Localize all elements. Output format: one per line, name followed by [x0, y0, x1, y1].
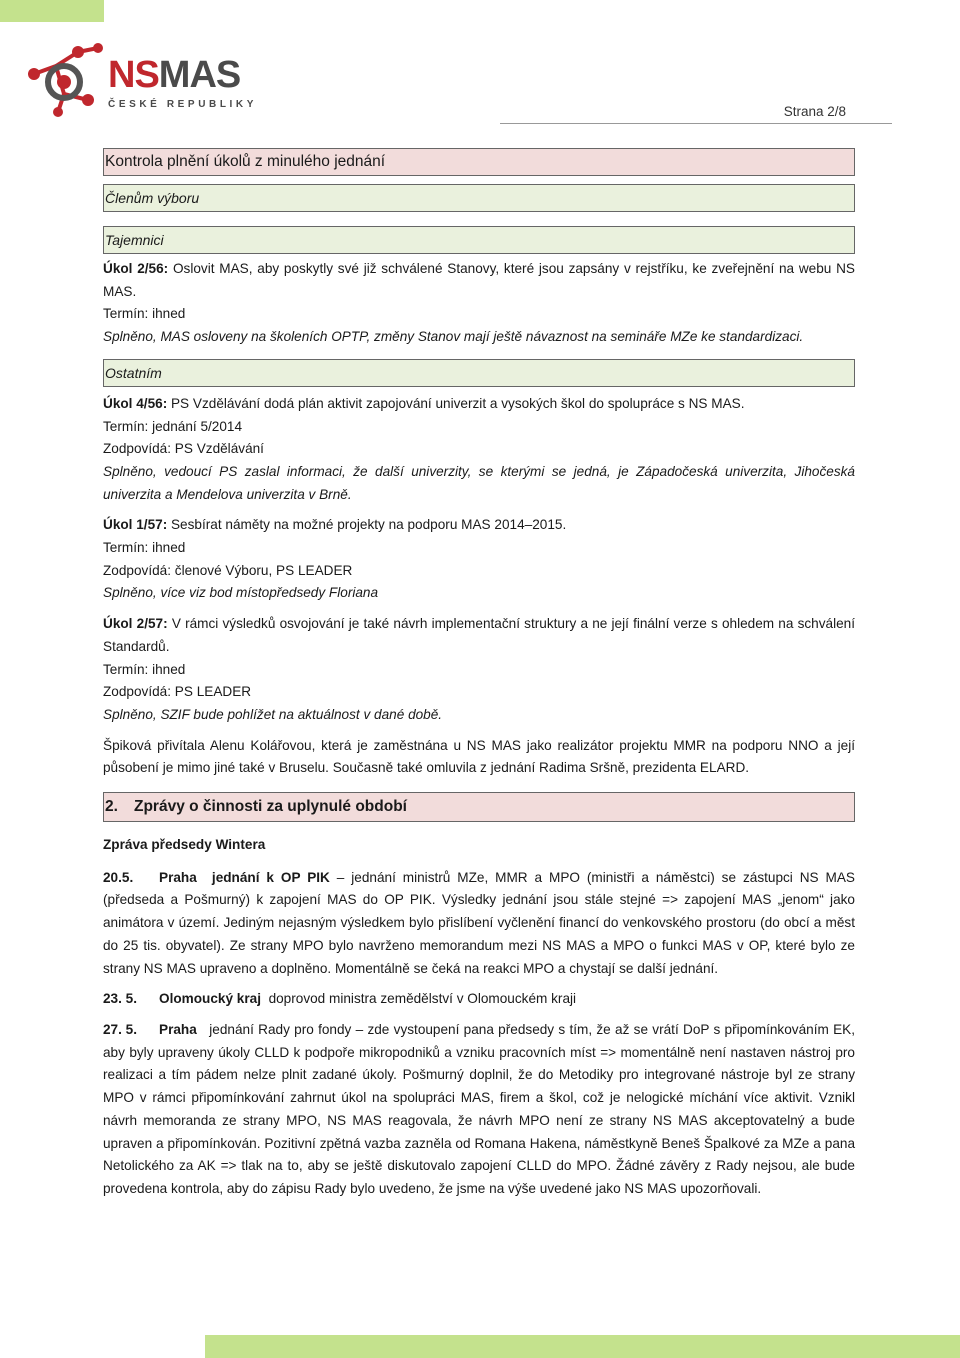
task-1-57-done: Splněno, více viz bod místopředsedy Floriana — [103, 585, 379, 601]
heading-clenum-vyboru: Členům výboru — [103, 184, 855, 212]
task-1-57: Úkol 1/57: Sesbírat náměty na možné projekty na podporu MAS 2014–2015. — [103, 517, 567, 533]
section-title-kontrola: Kontrola plnění úkolů z minulého jednání — [103, 148, 855, 176]
heading-tajemnici: Tajemnici — [103, 226, 855, 254]
top-green-band — [0, 0, 104, 22]
task-2-56-term: Termín: ihned — [103, 306, 186, 322]
task-1-57-resp: Zodpovídá: členové Výboru, PS LEADER — [103, 562, 353, 578]
page-number: Strana 2/8 — [783, 104, 846, 119]
heading-ostatnim: Ostatním — [103, 359, 855, 387]
event-23-5: 23. 5. Olomoucký kraj doprovod ministra zemědělství v Olomouckém kraji — [103, 991, 577, 1007]
task-4-56-done: Splněno, vedoucí PS zaslal informaci, že další univerzity, se kterými se jedná, je Západočeská univerzita, Jihočeská univerzita a Mendelova univerzita v Brně. — [103, 463, 855, 502]
event-27-5: 27. 5. Praha jednání Rady pro fondy – zde vystoupení pana předsedy s tím, že až se vrátí DoP s připomínkováním EK, aby byly upraveny úkoly CLLD k podpoře mikropodniků a vzniku pracovních míst => momentálně není nastaven nástroj pro realizaci a tím pádem nelze plnit zadané úkoly. Pošmurný doplnil, že do Metodiky pro integrované nástroje byl ze strany MPO v rámci připomínkování zahrnut úkol na spolupráci MAS, firem a škol, což je nelogické míchání více aktivit. Vznikl návrh memoranda ze strany MPO, NS MAS reagovala, že návrh MPO není ze strany NS MAS akceptovatelný a bude upraven a připomínkován. Pozitivní zpětná vazba zazněla od Romana Hakena, náměstkyně Beneš Špalkové za MZe a pana Netolického za AK => tlak na to, aby se ještě diskutovalo zapojení CLLD do MPO. Žádné závěry z Rady nejsou, ale bude provedena kontrola, aby do zápisu Rady bylo uvedeno, že jsme na výše uvedené jako NS MAS upozorňovali. — [103, 1021, 855, 1196]
report-subtitle: Zpráva předsedy Wintera — [103, 837, 266, 853]
task-2-56: Úkol 2/56: Oslovit MAS, aby poskytly své již schválené Stanovy, které jsou zapsány v rejstříku, ke zveřejnění na webu NS MAS. — [103, 261, 856, 299]
logo-wordmark: NSMAS — [108, 54, 241, 96]
task-4-56-resp: Zodpovídá: PS Vzdělávání — [103, 441, 264, 457]
task-2-57: Úkol 2/57: V rámci výsledků osvojování je také návrh implementační struktury a ne její finální verze s ohledem na schválení Standardů. — [103, 616, 856, 654]
task-2-57-done: Splněno, SZIF bude pohlížet na aktuálnost v dané době. — [103, 706, 443, 722]
document-body — [103, 148, 855, 1201]
header-rule — [500, 123, 892, 124]
task-2-57-resp: Zodpovídá: PS LEADER — [103, 684, 252, 700]
task-2-57-term: Termín: ihned — [103, 661, 186, 677]
task-2-56-done: Splněno, MAS osloveny na školeních OPTP, změny Stanov mají ještě návaznost na semináře MZe ke standardizaci. — [103, 329, 804, 345]
section-title-zpravy: 2. Zprávy o činnosti za uplynulé období — [103, 792, 855, 822]
task-4-56: Úkol 4/56: PS Vzdělávání dodá plán aktivit zapojování univerzit a vysokých škol do spolupráce s NS MAS. — [103, 395, 745, 411]
event-20-5: 20.5. Praha jednání k OP PIK – jednání ministrů MZe, MMR a MPO (ministři a náměstci) se zástupci NS MAS (předseda a Pošmurný) k zapojení MAS do OP PIK. Výsledky jednání jsou stále stejné => zapojení MAS „jenom“ jako animátora v území. Jediným nejasným výsledkem bylo přislíbení vyčlenění financí do venkovského prostoru (do obcí a měst do 25 tis. obyvatel). Ze strany MPO bylo navrženo memorandum mezi NS MAS a MPO o funkci MAS v OP, které bylo ze strany NS MAS upraveno a doplněno. Momentálně se čeká na reakci MPO a chystají se další jednání. — [103, 869, 855, 976]
task-1-57-term: Termín: ihned — [103, 540, 186, 556]
logo-subtitle: ČESKÉ REPUBLIKY — [108, 99, 258, 110]
bottom-green-band — [205, 1335, 960, 1358]
task-4-56-term: Termín: jednání 5/2014 — [103, 418, 243, 434]
closing-paragraph: Špiková přivítala Alenu Kolářovou, která je zaměstnána u NS MAS jako realizátor projektu MMR na podporu NNO a její působení je mimo jiné také v Bruselu. Současně také omluvila z jednání Radima Sršně, prezidenta ELARD. — [103, 737, 855, 776]
